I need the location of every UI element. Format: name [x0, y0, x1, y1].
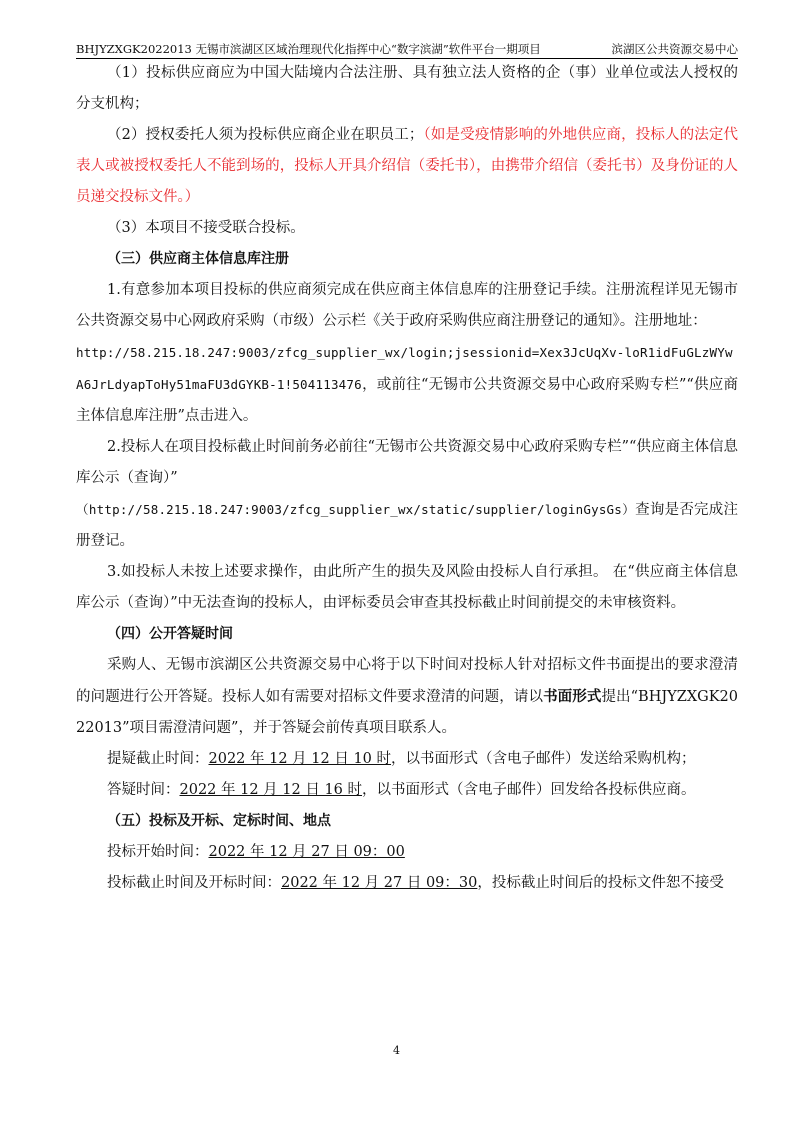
question-deadline-time: 2022 年 12 月 12 日 10 时: [208, 751, 392, 767]
page-number: 4: [393, 1044, 400, 1057]
section-heading-4: （四）公开答疑时间: [107, 626, 233, 642]
answer-time-value: 2022 年 12 月 12 日 16 时: [179, 782, 363, 798]
qa-text-a: 采购人、无锡市滨湖区公共资源交易中心将于以下时间对投标人针对招标文件书面提出的要求澄清的问题进行公开答疑。投标人如有需要对招标文件要求澄清的问题，请以: [76, 657, 738, 705]
requirement-3: （3）本项目不接受联合投标。: [107, 220, 305, 236]
registration-paragraph-2: 2.投标人在项目投标截止时间前务必前往“无锡市公共资源交易中心政府采购专栏”“供应商主体信息库公示（查询）”: [76, 439, 738, 486]
answer-time: [76, 775, 738, 806]
requirement-2: [76, 120, 738, 213]
section-heading-3: （三）供应商主体信息库注册: [107, 251, 289, 267]
query-url: （http://58.215.18.247:9003/zfcg_supplier_wx/static/supplier/loginGysGs）: [76, 502, 636, 517]
qa-paragraph: [76, 650, 738, 744]
query-url-rest: 查询是否完成注册登记。: [76, 502, 739, 549]
question-deadline-rest: ，以书面形式（含电子邮件）发送给采购机构；: [391, 751, 696, 767]
requirement-2-text: （2）授权委托人须为投标供应商企业在职员工；: [107, 127, 424, 143]
query-url-paragraph: [76, 494, 738, 557]
page-header: [76, 40, 738, 59]
qa-written-form: 书面形式: [543, 688, 602, 705]
requirement-2-epidemic-note: （如是受疫情影响的外地供应商，投标人的法定代表人或被授权委托人不能到场的，投标人开具介绍信（委托书），由携带介绍信（委托书）及身份证的人员递交投标文件。）: [76, 127, 738, 205]
bid-start-label: 投标开始时间：: [107, 844, 209, 860]
registration-url-paragraph: [76, 337, 738, 432]
registration-paragraph-1: 1.有意参加本项目投标的供应商须完成在供应商主体信息库的注册登记手续。注册流程详见无锡市公共资源交易中心网政府采购（市级）公示栏《关于政府采购供应商注册登记的通知》。注册地址：: [76, 282, 738, 329]
bid-start-time: [76, 837, 738, 868]
document-body: [76, 58, 738, 899]
requirement-1: （1）投标供应商应为中国大陆境内合法注册、具有独立法人资格的企（事）业单位或法人授权的分支机构；: [76, 65, 738, 112]
bid-deadline-rest: ，投标截止时间后的投标文件恕不接受: [477, 875, 724, 891]
registration-url: http://58.215.18.247:9003/zfcg_supplier_wx/login;jsessionid=Xex3JcUqXv-loR1idFuGLzWYwA6JrLdyapToHy51maFU3dGYKB-1!504113476: [76, 345, 733, 392]
answer-time-rest: ，以书面形式（含电子邮件）回发给各投标供应商。: [362, 782, 696, 798]
header-project-title: BHJYZXGK2022013 无锡市滨湖区区域治理现代化指挥中心“数字滨湖”软件平台一期项目: [76, 42, 541, 56]
answer-time-label: 答疑时间：: [107, 782, 180, 798]
question-deadline-label: 提疑截止时间：: [107, 751, 209, 767]
bid-deadline-value: 2022 年 12 月 27 日 09：30: [281, 875, 478, 891]
bid-start-value: 2022 年 12 月 27 日 09：00: [208, 844, 405, 860]
bid-deadline: [76, 868, 738, 899]
registration-url-rest: ，或前往“无锡市公共资源交易中心政府采购专栏”“供应商主体信息库注册”点击进入。: [76, 377, 738, 424]
question-deadline: [76, 744, 738, 775]
qa-text-b: 提出“BHJYZXGK2022013”项目需澄清问题”，并于答疑会前传真项目联系人。: [76, 689, 739, 736]
section-heading-5: （五）投标及开标、定标时间、地点: [107, 813, 331, 829]
bid-deadline-label: 投标截止时间及开标时间：: [107, 875, 281, 891]
header-organization: 滨湖区公共资源交易中心: [611, 42, 738, 56]
registration-paragraph-3: 3.如投标人未按上述要求操作，由此所产生的损失及风险由投标人自行承担。 在“供应商主体信息库公示（查询）”中无法查询的投标人，由评标委员会审查其投标截止时间前提交的未审核资料。: [76, 564, 738, 611]
